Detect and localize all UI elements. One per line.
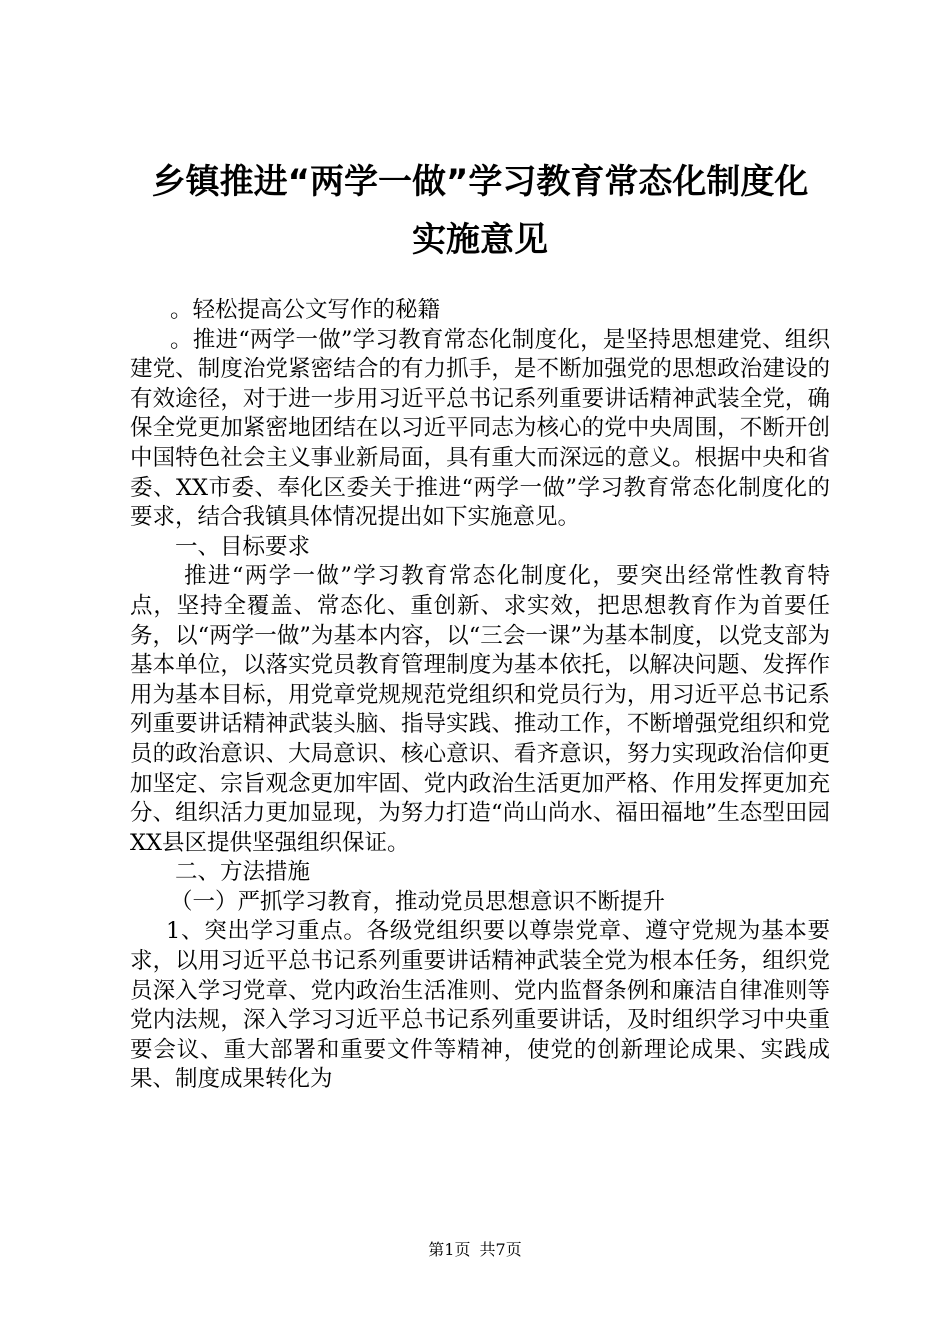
page-footer — [0, 1240, 950, 1260]
section-heading-goals: 一、目标要求 — [175, 533, 311, 560]
paragraph-intro: 。推进“两学一做”学习教育常态化制度化，是坚持思想建党、组织建党、制度治党紧密结合的有力抓手，是不断加强党的思想政治建设的有效途径，对于进一步用习近平总书记系列重要讲话精神武装全党，确保全党更加紧密地团结在以习近平同志为核心的党中央周围，不断开创中国特色社会主义事业新局面，具有重大而深远的意义。根据中央和省委、XX市委、奉化区委关于推进“两学一做”学习教育常态化制度化的要求，结合我镇具体情况提出如下实施意见。 — [130, 326, 830, 531]
paragraph-goals: 推进“两学一做”学习教育常态化制度化，要突出经常性教育特点，坚持全覆盖、常态化、重创新、求实效，把思想教育作为首要任务，以“两学一做”为基本内容，以“三会一课”为基本制度，以党支部为基本单位，以落实党员教育管理制度为基本依托，以解决问题、发挥作用为基本目标，用党章党规规范党组织和党员行为，用习近平总书记系列重要讲话精神武装头脑、指导实践、推动工作，不断增强党组织和党员的政治意识、大局意识、核心意识、看齐意识，努力实现政治信仰更加坚定、宗旨观念更加牢固、党内政治生活更加严格、作用发挥更加充分、组织活力更加显现，为努力打造“尚山尚水、福田福地”生态型田园XX县区提供坚强组织保证。 — [130, 563, 830, 856]
document-title-line-1: 乡镇推进“两学一做”学习教育常态化制度化 — [151, 162, 809, 202]
paragraph-tagline: 。轻松提高公文写作的秘籍 — [170, 297, 441, 323]
page-number: 第1页 — [428, 1240, 471, 1259]
section-heading-measures: 二、方法措施 — [175, 859, 311, 886]
paragraph-study-focus: 1、突出学习重点。各级党组织要以尊崇党章、遵守党规为基本要求，以用习近平总书记系列重要讲话精神武装全党为根本任务，组织党员深入学习党章、党内政治生活准则、党内监督条例和廉洁自律准则等党内法规，深入学习习近平总书记系列重要讲话，及时组织学习中央重要会议、重大部署和重要文件等精神，使党的创新理论成果、实践成果、制度成果转化为 — [130, 918, 830, 1093]
document-body — [130, 296, 830, 1095]
subsection-heading-study: （一）严抓学习教育，推动党员思想意识不断提升 — [170, 888, 666, 915]
page-total: 共7页 — [479, 1240, 522, 1259]
document-title-line-2: 实施意见 — [412, 220, 548, 260]
